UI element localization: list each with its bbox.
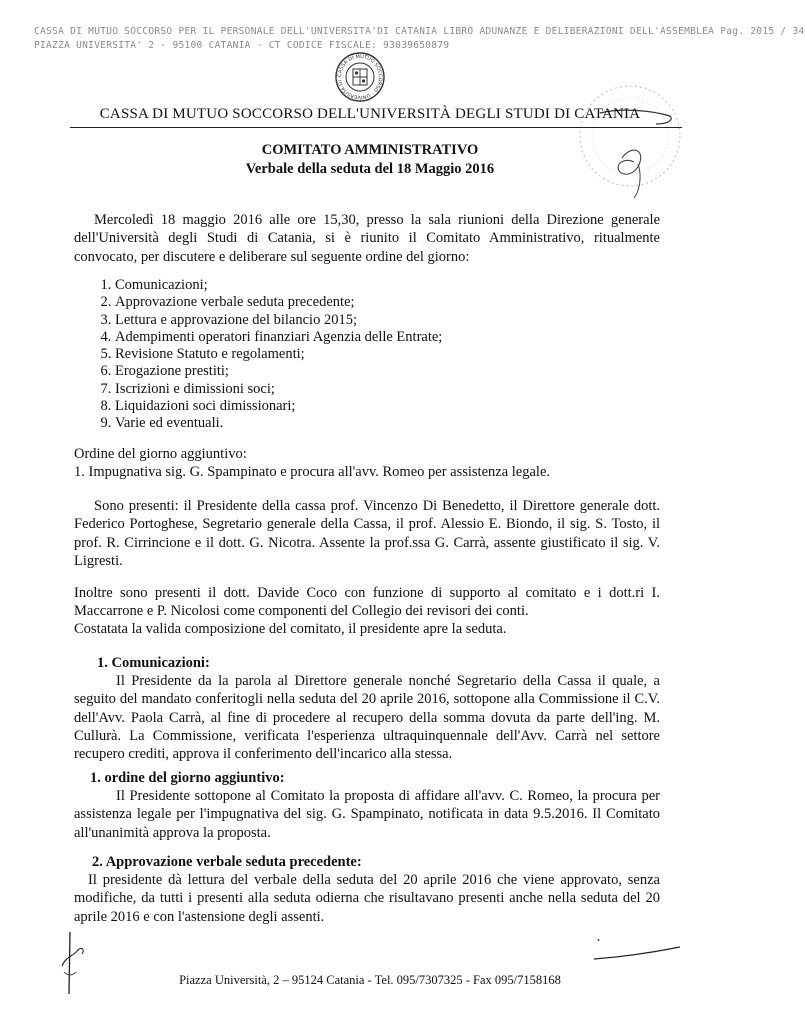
agenda-item: 5. Revisione Statuto e regolamenti;	[115, 346, 675, 363]
agenda-item: 9. Varie ed eventuali.	[115, 415, 675, 432]
seal-text: CASSA DI MUTUO SOCCORSO · UNIVERSITÀ DI	[336, 53, 384, 101]
section-body-additional-agenda: Il Presidente sottopone al Comitato la proposta di affidare all'avv. C. Romeo, la procura per assistenza legale per l'impugnativa del sig. G. Spampinato, notificata in data 9.5.2016. Il Comitato all'unanimità approva la proposta.	[74, 788, 660, 841]
registry-stamp-line-2: PIAZZA UNIVERSITA' 2 - 95100 CATANIA - CT CODICE FISCALE: 93039650879	[34, 40, 450, 51]
agenda-item: 7. Iscrizioni e dimissioni soci;	[115, 381, 675, 398]
also-present-paragraph: Inoltre sono presenti il dott. Davide Coco con funzione di supporto al comitato e i dott.ri I. Maccarrone e P. Nicolosi come componenti del Collegio dei revisori dei conti.	[74, 585, 660, 620]
signature-stroke	[590, 935, 685, 965]
minutes-title: Verbale della seduta del 18 Maggio 2016	[245, 161, 495, 177]
handwritten-initial-mark	[52, 928, 92, 998]
section-body-communications: Il Presidente da la parola al Direttore generale nonché Segretario della Cassa il quale, a seguito del mandato conferitogli nella seduta del 20 aprile 2016, sottopone alla Commissione il C.V. dell'Avv. Paola Carrà, al fine di procedere al recupero della somma dovuta da parte dell'ing. M. Cullurà. La Commissione, verificata l'esperienza ultraquinquennale dell'Avv. Carrà nel settore recupero crediti, approva il conferimento dell'incarico alla stessa.	[74, 673, 660, 763]
section-heading-additional-agenda: 1. ordine del giorno aggiuntivo:	[90, 770, 285, 786]
registry-stamp-line-1: CASSA DI MUTUO SOCCORSO PER IL PERSONALE DELL'UNIVERSITA'DI CATANIA LIBRO ADUNANZE E DELIBERAZIONI DELL'ASSEMBLEA Pag. 2015 / 34	[34, 26, 805, 37]
additional-agenda-title: Ordine del giorno aggiuntivo:	[74, 446, 247, 462]
agenda-item: 8. Liquidazioni soci dimissionari;	[115, 398, 675, 415]
intro-paragraph: Mercoledì 18 maggio 2016 alle ore 15,30, presso la sala riunioni della Direzione generale dell'Università degli Studi di Catania, si è riunito il Comitato Amministrativo, ritualmente convocato, per discutere e deliberare sul seguente ordine del giorno:	[74, 212, 660, 265]
committee-heading: COMITATO AMMINISTRATIVO	[261, 142, 479, 158]
section-body-approval-minutes: Il presidente dà lettura del verbale della seduta del 20 aprile 2016 che viene approvato, senza modifiche, da tutti i presenti alla seduta odierna che risultavano presenti anche nella seduta del 20 aprile 2016 e con l'astensione degli assenti.	[74, 872, 660, 925]
header-rule	[70, 127, 682, 128]
agenda-list	[74, 277, 675, 433]
agenda-item: 1. Comunicazioni;	[115, 277, 675, 294]
university-seal-icon	[335, 52, 385, 102]
attendees-paragraph: Sono presenti: il Presidente della cassa prof. Vincenzo Di Benedetto, il Direttore generale dott. Federico Portoghese, Segretario generale della Cassa, il prof. Alessio E. Biondo, il sig. S. Tosto, il prof. R. Cirrincione e il dott. G. Nicotra. Assente la prof.ssa G. Carrà, assente giustificato il sig. V. Ligresti.	[74, 498, 660, 569]
section-heading-communications: 1. Comunicazioni:	[97, 655, 210, 671]
organization-title: CASSA DI MUTUO SOCCORSO DELL'UNIVERSITÀ DEGLI STUDI DI CATANIA	[99, 106, 641, 122]
section-heading-approval-minutes: 2. Approvazione verbale seduta precedente:	[92, 854, 362, 870]
agenda-item: 4. Adempimenti operatori finanziari Agenzia delle Entrate;	[115, 329, 675, 346]
agenda-item: 6. Erogazione prestiti;	[115, 363, 675, 380]
stamp-signature-mark	[560, 58, 680, 208]
quorum-statement: Costatata la valida composizione del comitato, il presidente apre la seduta.	[74, 621, 507, 637]
additional-agenda-item: 1. Impugnativa sig. G. Spampinato e procura all'avv. Romeo per assistenza legale.	[74, 464, 551, 480]
agenda-item: 2. Approvazione verbale seduta precedente;	[115, 294, 675, 311]
agenda-item: 3. Lettura e approvazione del bilancio 2015;	[115, 312, 675, 329]
footer-address: Piazza Università, 2 – 95124 Catania - Tel. 095/7307325 - Fax 095/7158168	[179, 973, 561, 987]
